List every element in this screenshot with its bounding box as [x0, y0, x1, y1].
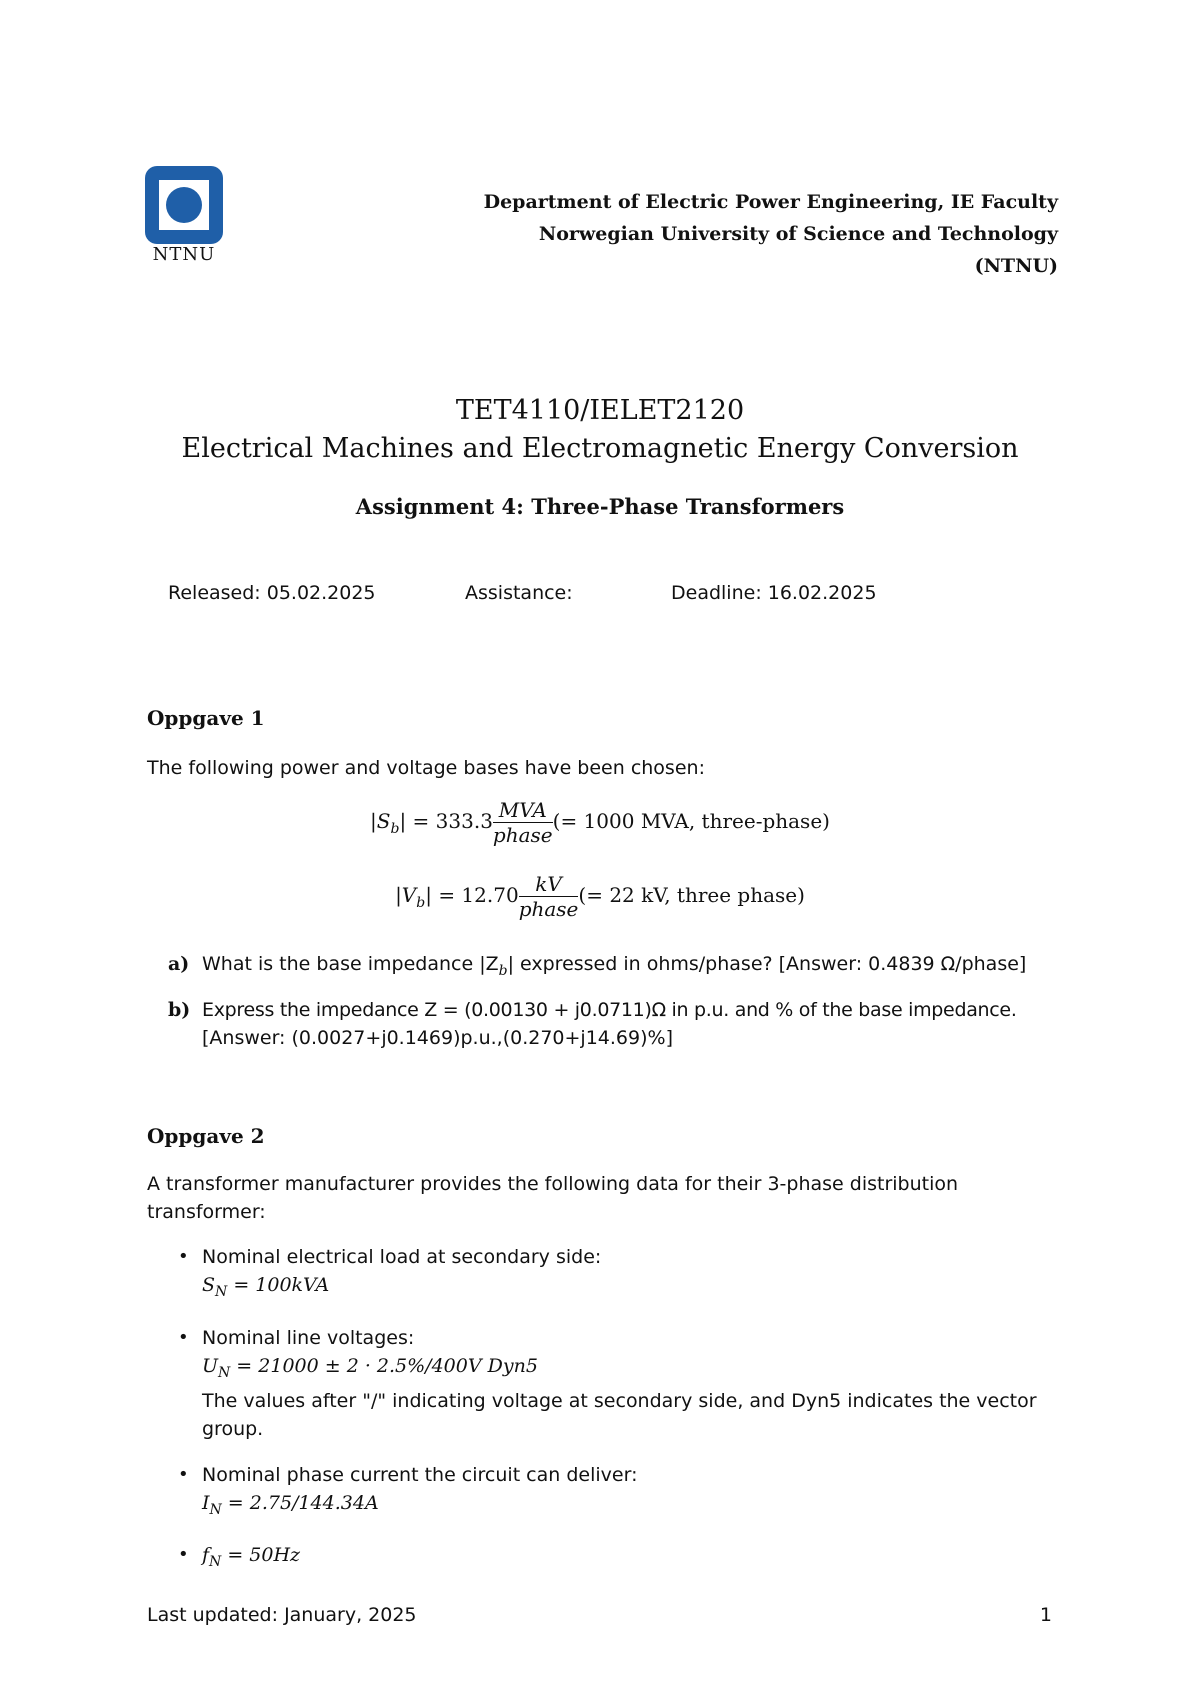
list-item-symbol: f [202, 1544, 210, 1567]
assistance-label: Assistance: [465, 582, 573, 604]
task1-heading: Oppgave 1 [147, 706, 265, 730]
last-updated: Last updated: January, 2025 [147, 1604, 417, 1626]
eq2-numerator: kV [519, 872, 579, 897]
list-item-label: • Nominal phase current the circuit can deliver: [202, 1463, 638, 1486]
question-a-text: What is the base impedance |Z [202, 953, 499, 975]
assignment-title: Assignment 4: Three-Phase Transformers [355, 494, 845, 519]
university-line: Norwegian University of Science and Technology [538, 223, 1058, 245]
list-item-symbol: I [202, 1491, 210, 1514]
list-item-value: = 100kVA [227, 1274, 330, 1296]
question-b-text: Express the impedance Z = (0.00130 + j0.0711)Ω in p.u. and % of the base impedance. [202, 999, 1017, 1021]
eq2-denominator: phase [518, 897, 579, 921]
course-name: Electrical Machines and Electromagnetic Energy Conversion [181, 433, 1019, 464]
question-a-sub: b [498, 962, 508, 979]
title-block [0, 392, 1200, 522]
page-number: 1 [1039, 1604, 1052, 1626]
department-info [484, 186, 1058, 282]
eq2-rhs: (= 22 kV, three phase) [578, 883, 805, 907]
question-b-label: b) [168, 999, 191, 1021]
page-footer [147, 1604, 1052, 1626]
list-item-subscript: N [215, 1283, 228, 1300]
list-item-value: = 21000 ± 2 · 2.5%/400V Dyn5 [230, 1354, 538, 1377]
question-a [168, 950, 1068, 978]
deadline-date: Deadline: 16.02.2025 [671, 582, 877, 604]
eq1-mid: | = 333.3 [399, 809, 493, 833]
list-item-value: = 2.75/144.34A [221, 1491, 379, 1514]
course-code: TET4110/IELET2120 [455, 395, 745, 426]
eq1-numerator: MVA [493, 798, 553, 823]
question-a-text-wrap [202, 950, 1026, 985]
equation-base-power [0, 798, 1200, 847]
task2-heading: Oppgave 2 [147, 1124, 265, 1148]
list-item-subscript: N [209, 1501, 222, 1518]
eq2-mid: | = 12.70 [425, 883, 519, 907]
task2-intro: A transformer manufacturer provides the following data for their 3-phase distribution transformer: [147, 1173, 959, 1223]
eq1-rhs: (= 1000 MVA, three-phase) [552, 809, 830, 833]
list-item-note: The values after "/" indicating voltage at secondary side, and Dyn5 indicates the vector group. [202, 1389, 1037, 1440]
list-item [178, 1324, 1068, 1443]
eq2-fraction [519, 872, 579, 921]
eq2-sub: b [416, 895, 426, 911]
university-abbrev: (NTNU) [974, 255, 1058, 277]
list-item [178, 1461, 1068, 1524]
ntnu-logo [145, 166, 223, 266]
list-item [178, 1541, 1068, 1576]
department-line: Department of Electric Power Engineering, IE Faculty [483, 191, 1058, 213]
released-date: Released: 05.02.2025 [168, 582, 376, 604]
equation-base-voltage [0, 872, 1200, 921]
question-b-answer: [Answer: (0.0027+j0.1469)p.u.,(0.270+j14.69)%] [202, 1027, 673, 1049]
question-b [168, 996, 1068, 1052]
list-item-label: • Nominal line voltages: [202, 1326, 415, 1349]
eq1-sub: b [390, 821, 400, 837]
list-item [178, 1243, 1068, 1306]
task1-intro: The following power and voltage bases have been chosen: [147, 757, 705, 779]
question-a-label: a) [168, 953, 190, 975]
eq1-lhs: |S [370, 809, 391, 833]
eq1-fraction [493, 798, 553, 847]
list-item-value: = 50Hz [221, 1544, 301, 1567]
transformer-data-list [178, 1243, 1068, 1594]
list-item-subscript: N [218, 1364, 231, 1381]
eq1-denominator: phase [492, 823, 553, 847]
eq2-lhs: |V [395, 883, 417, 907]
list-item-subscript: N [209, 1554, 222, 1571]
question-a-text2: | expressed in ohms/phase? [Answer: 0.4839 Ω/phase] [507, 953, 1027, 975]
logo-text: NTNU [152, 244, 216, 265]
list-item-symbol: U [202, 1354, 219, 1377]
list-item-symbol: S [202, 1274, 216, 1296]
list-item-label: • Nominal electrical load at secondary side: [202, 1246, 602, 1268]
